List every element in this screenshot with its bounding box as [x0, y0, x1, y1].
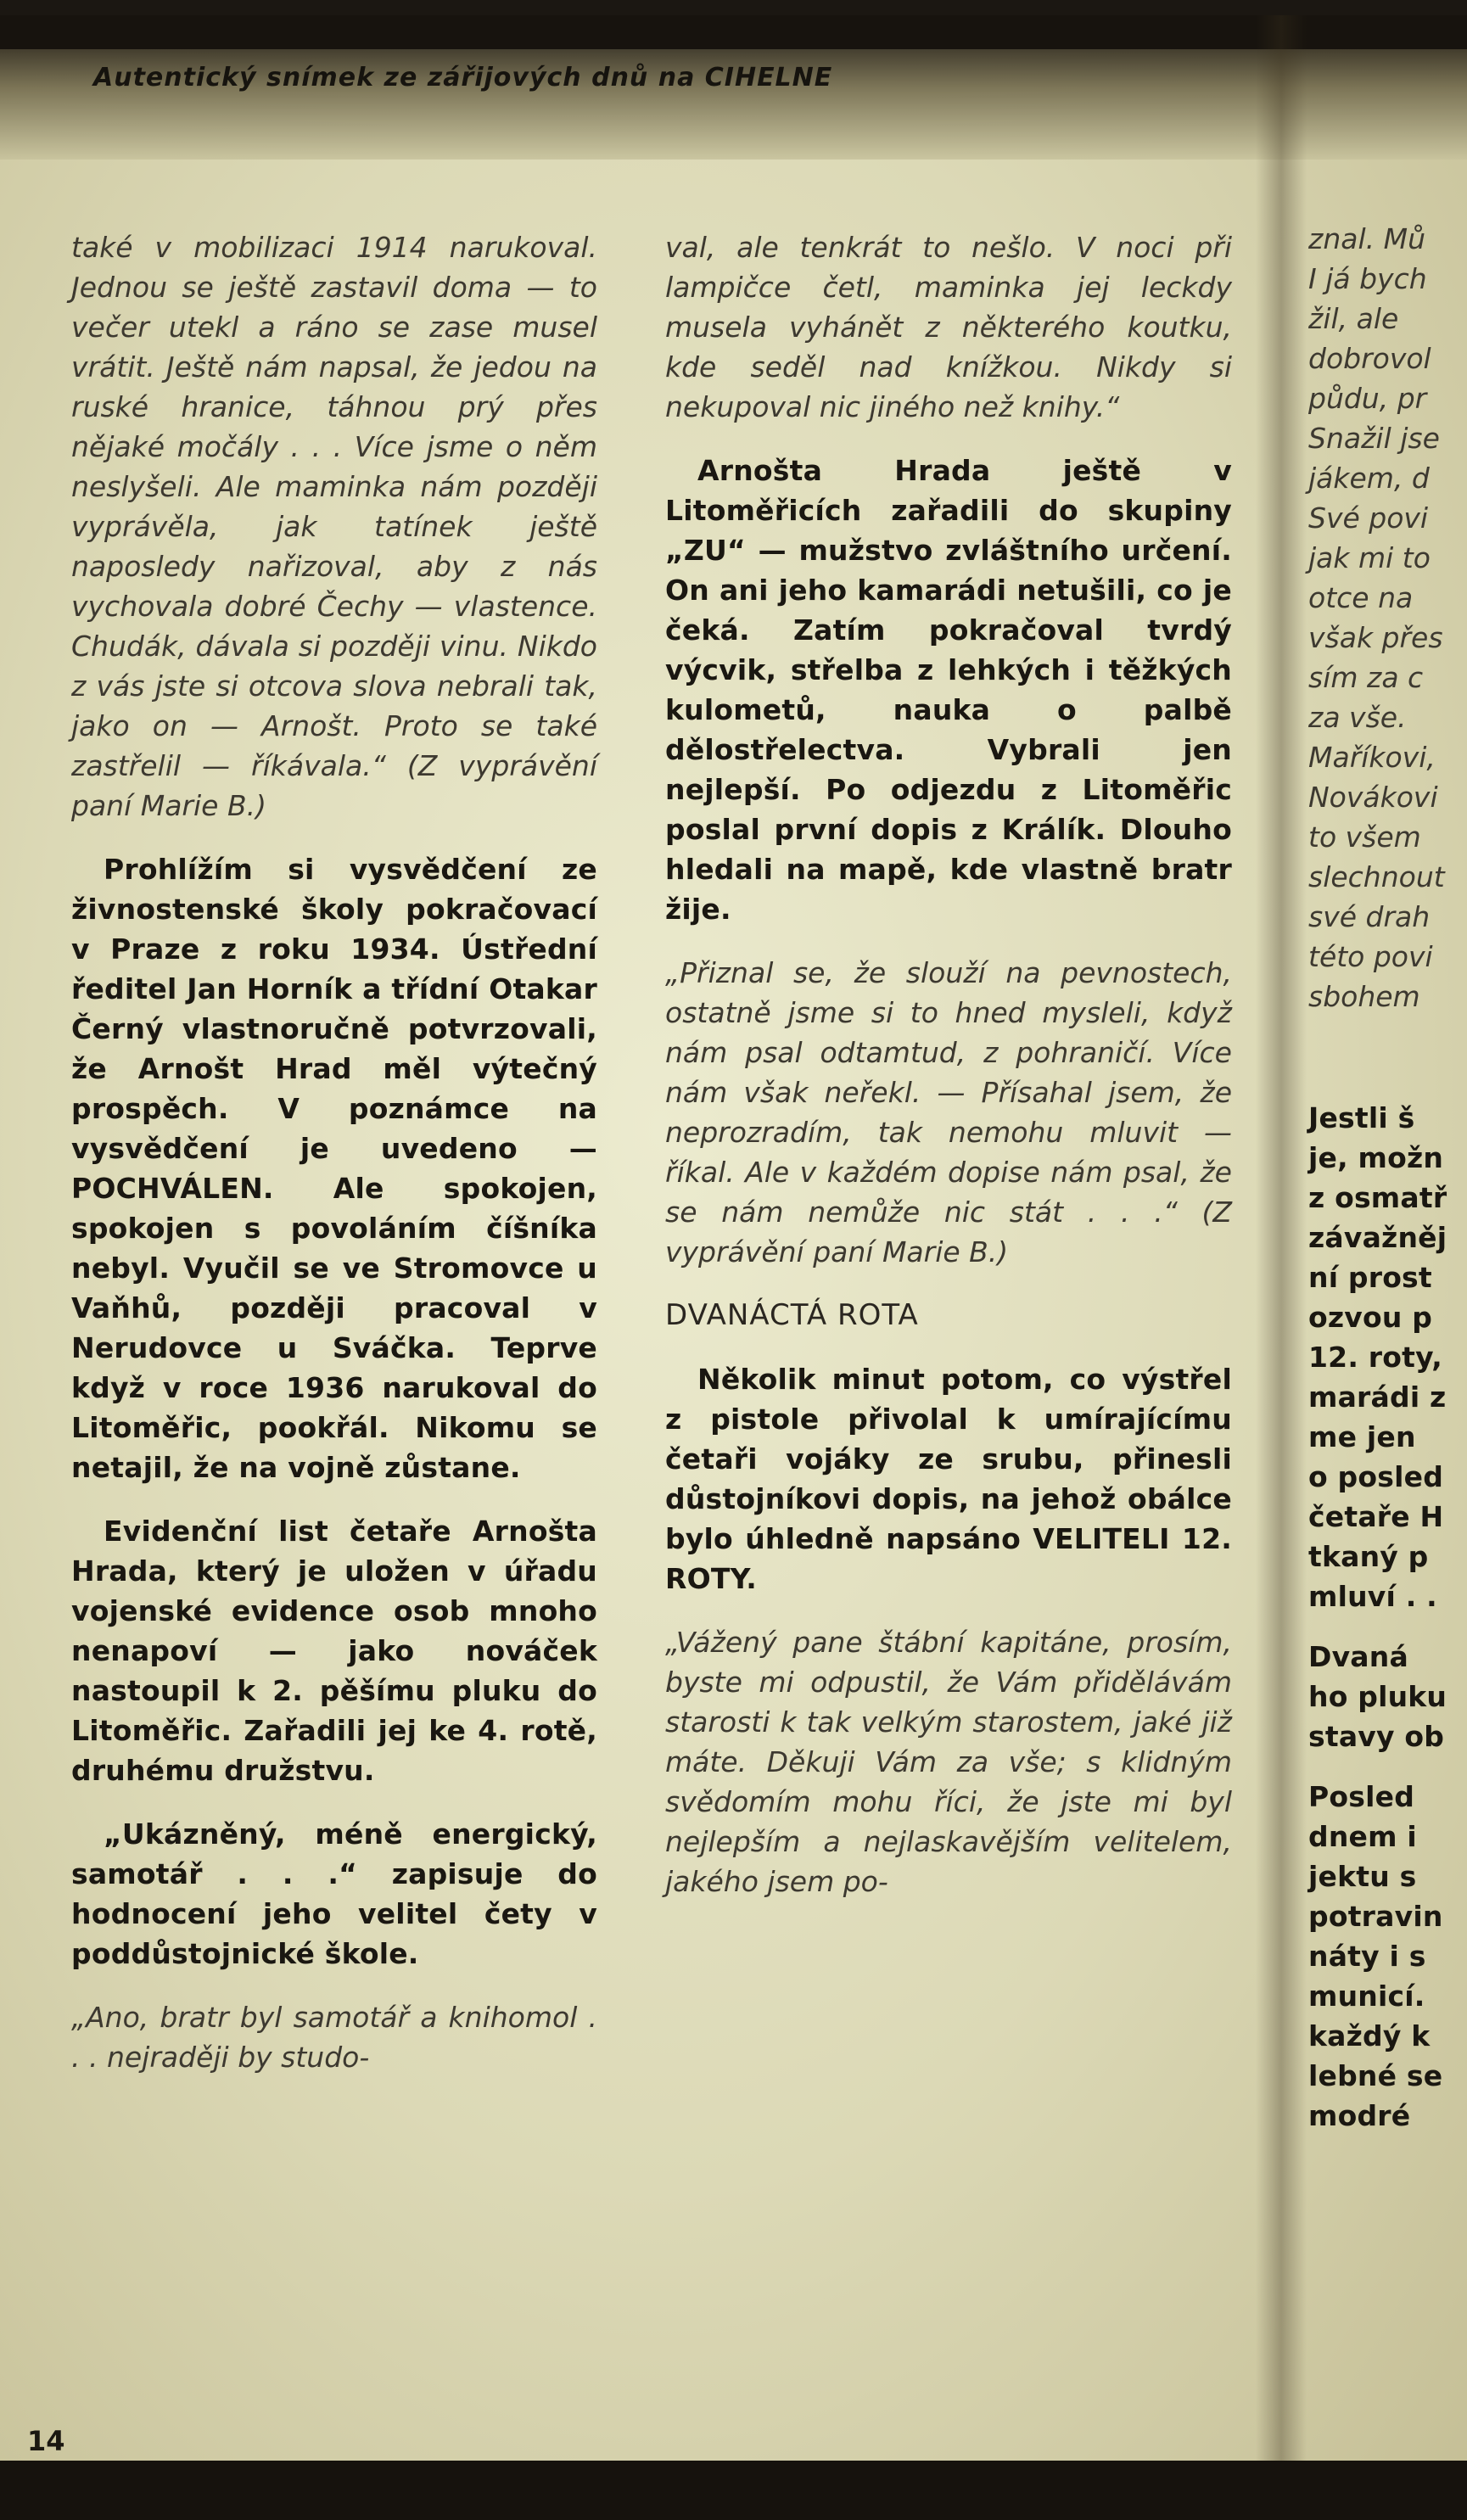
running-head: Autentický snímek ze zářijových dnů na CIHELNE: [93, 63, 833, 92]
text-line: ho pluku: [1308, 1680, 1447, 1713]
paragraph: Arnošta Hrada ještě v Litoměřicích zařadili do skupiny „ZU“ — mužstvo zvláštního určení. On ani jeho kamarádi netušili, co je čeká. Zatím pokračoval tvrdý výcvik, střelba z lehkých i těžkých kulometů, nauka o palbě dělostřelectva. Vybrali jen nejlepší. Po odjezdu z Litoměřic poslal první dopis z Králík. Dlouho hledali na mapě, kde vlastně bratr žije.: [665, 454, 1232, 926]
text-line: půdu, pr: [1308, 382, 1427, 415]
text-line: z osmatř: [1308, 1181, 1447, 1214]
bottom-edge: [0, 2461, 1467, 2520]
text-line: 12. roty,: [1308, 1341, 1442, 1374]
text-line: za vše.: [1308, 701, 1407, 734]
paragraph: „Ano, bratr byl samotář a knihomol . . . nejraději by studo-: [71, 2001, 597, 2074]
text-line: Snažil jse: [1308, 422, 1440, 455]
text-column-1: [71, 227, 597, 2101]
text-line: sím za c: [1308, 661, 1424, 694]
text-line: otce na: [1308, 581, 1414, 614]
text-line: I já bych: [1308, 262, 1427, 295]
paragraph: Prohlížím si vysvědčení ze živnostenské školy pokračovací v Praze z roku 1934. Ústřední ředitel Jan Horník a třídní Otakar Černý vlastnoručně potvrzovali, že Arnošt Hrad měl výtečný prospěch. V poznámce na vysvědčení je uvedeno — POCHVÁLEN. Ale spokojen, spokojen s povoláním číšníka nebyl. Vyučil se ve Stromovce u Vaňhů, později pracoval v Nerudovce u Sváčka. Teprve když v roce 1936 narukoval do Litoměřic, pookřál. Nikomu se netajil, že na vojně zůstane.: [71, 853, 597, 1484]
magazine-page: [0, 15, 1467, 2491]
column-gap: [1308, 1616, 1467, 1637]
text-column-2: [665, 227, 1232, 1925]
text-line: jak mi to: [1308, 541, 1431, 574]
page-number: 14: [27, 2425, 65, 2457]
text-column-3-cropped: [1308, 219, 1467, 2136]
text-line: této povi: [1308, 940, 1433, 973]
text-line: to všem: [1308, 820, 1421, 854]
paragraph: „Vážený pane štábní kapitáne, prosím, byste mi odpustil, že Vám přidělávám starosti k tak velkým starostem, jaké již máte. Děkuji Vám za vše; s klidným svědomím mohu říci, že jste mi byl nejlepším a nejlaskavějším velitelem, jakého jsem po-: [665, 1626, 1232, 1898]
text-line: Maříkovi,: [1308, 741, 1436, 774]
paragraph: Evidenční list četaře Arnošta Hrada, který je uložen v úřadu vojenské evidence osob mnoho nenapoví — jako nováček nastoupil k 2. pěšímu pluku do Litoměřic. Zařadili jej ke 4. rotě, druhému družstvu.: [71, 1515, 597, 1787]
page-top-edge: [0, 15, 1467, 49]
text-line: sbohem: [1308, 980, 1420, 1013]
text-line: Novákovi: [1308, 781, 1438, 814]
text-line: marádi z: [1308, 1380, 1447, 1414]
text-line: stavy ob: [1308, 1720, 1445, 1753]
text-line: me jen: [1308, 1420, 1416, 1453]
text-line: však přes: [1308, 621, 1443, 654]
text-line: Dvaná: [1308, 1640, 1408, 1673]
text-line: Své povi: [1308, 501, 1429, 535]
text-line: jákem, d: [1308, 462, 1430, 495]
paragraph: také v mobilizaci 1914 narukoval. Jednou se ještě zastavil doma — to večer utekl a ráno se zase musel vrátit. Ještě nám napsal, že jedou na ruské hranice, táhnou prý přes nějaké močály . . . Více jsme o něm neslyšeli. Ale maminka nám později vyprávěla, jak tatínek ještě naposledy nařizoval, aby z nás vychovala dobré Čechy — vlastence. Chudák, dávala si později vinu. Nikdo z vás jste si otcova slova nebrali tak, jako on — Arnošt. Proto se také zastřelil — říkávala.“ (Z vyprávění paní Marie B.): [71, 231, 597, 822]
text-line: Jestli š: [1308, 1101, 1415, 1134]
page-gutter: [1256, 15, 1307, 2491]
text-line: jektu s: [1308, 1860, 1417, 1893]
text-line: znal. Mů: [1308, 222, 1425, 255]
text-line: modré: [1308, 2099, 1411, 2132]
text-line: žil, ale: [1308, 302, 1399, 335]
text-line: mluví . .: [1308, 1580, 1437, 1613]
text-line: potravin: [1308, 1900, 1443, 1933]
paragraph: „Ukázněný, méně energický, samotář . . .“ zapisuje do hodnocení jeho velitel čety v poddůstojnické škole.: [71, 1817, 597, 1970]
text-line: je, možn: [1308, 1141, 1444, 1174]
text-line: slechnout: [1308, 860, 1445, 893]
text-line: závažněj: [1308, 1221, 1447, 1254]
text-line: ní prost: [1308, 1261, 1432, 1294]
text-line: četaře H: [1308, 1500, 1444, 1533]
text-line: lebné se: [1308, 2059, 1443, 2092]
text-line: municí.: [1308, 1980, 1425, 2013]
section-heading: DVANÁCTÁ ROTA: [665, 1298, 919, 1332]
text-line: náty i s: [1308, 1940, 1426, 1973]
paragraph: Několik minut potom, co výstřel z pistole přivolal k umírajícímu četaři vojáky ze srubu, přinesli důstojníkovi dopis, na jehož obálce bylo úhledně napsáno VELITELI 12. ROTY.: [665, 1363, 1232, 1595]
text-line: dnem i: [1308, 1820, 1417, 1853]
text-line: Posled: [1308, 1780, 1415, 1813]
column-gap: [1308, 1016, 1467, 1098]
paragraph: val, ale tenkrát to nešlo. V noci při lampičce četl, maminka jej leckdy musela vyhánět z některého koutku, kde seděl nad knížkou. Nikdy si nekupoval nic jiného než knihy.“: [665, 231, 1232, 423]
text-line: ozvou p: [1308, 1301, 1433, 1334]
text-line: své drah: [1308, 900, 1431, 933]
paragraph: „Přiznal se, že slouží na pevnostech, ostatně jsme si to hned mysleli, když nám psal odtamtud, z pohraničí. Více nám však neřekl. — Přísahal jsem, že neprozradím, tak nemohu mluvit — říkal. Ale v každém dopise nám psal, že se nám nemůže nic stát . . .“ (Z vyprávění paní Marie B.): [665, 956, 1232, 1268]
column-gap: [1308, 1756, 1467, 1777]
text-line: o posled: [1308, 1460, 1444, 1493]
text-line: tkaný p: [1308, 1540, 1429, 1573]
text-line: každý k: [1308, 2019, 1431, 2052]
text-line: dobrovol: [1308, 342, 1431, 375]
